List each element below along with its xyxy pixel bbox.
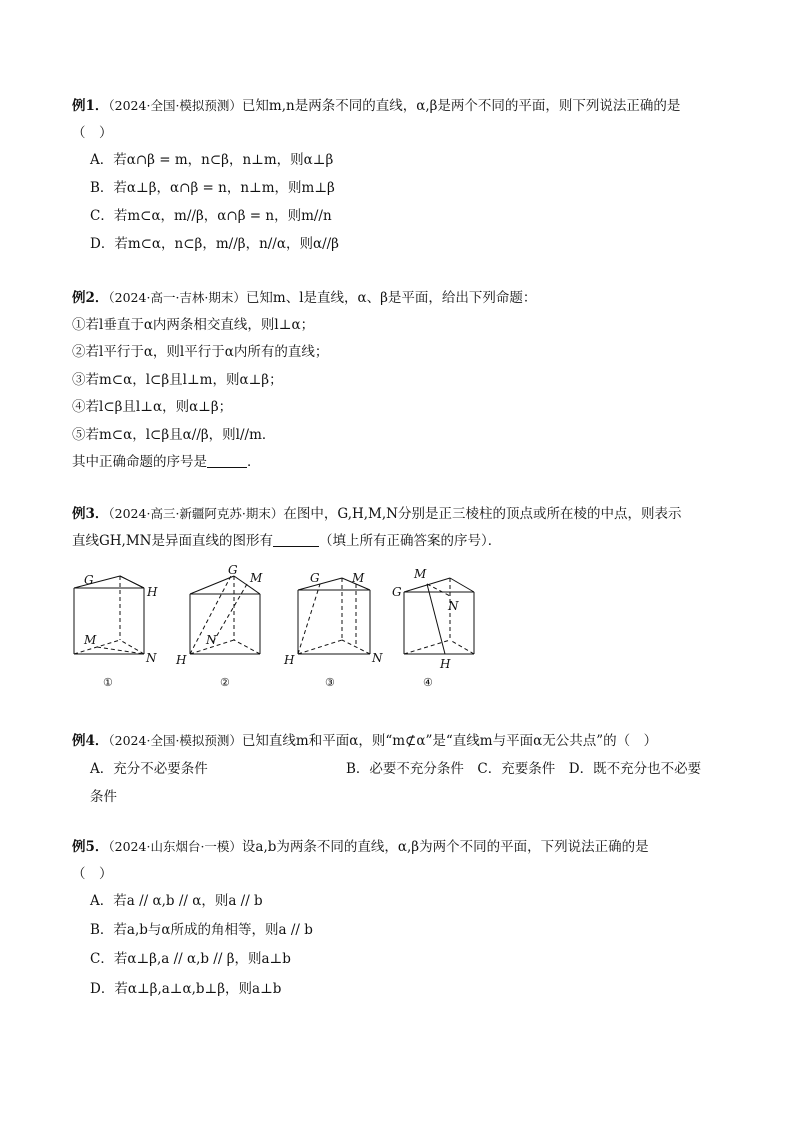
fig1-label-n: N <box>146 651 157 665</box>
fig3-label-m: M <box>352 571 365 585</box>
fig4-label-g: G <box>392 585 402 599</box>
fig3-label-h: H <box>284 653 295 667</box>
ex3-stem-1: 在图中，G,H,M,N分别是正三棱柱的顶点或所在棱的中点，则表示 <box>283 506 682 522</box>
ex2-item-2: ②若l平行于α，则l平行于α内所有的直线； <box>72 344 329 360</box>
fig1-number: ① <box>103 676 113 689</box>
fig2-label-g: G <box>228 563 238 577</box>
fig4-label-h: H <box>440 657 451 671</box>
ex3-stem-line-1 <box>72 505 681 523</box>
fig3-label-g: G <box>310 571 320 585</box>
ex2-label: 例2． <box>72 290 109 306</box>
ex2-item-3: ③若m⊂α，l⊂β且l⊥m，则α⊥β； <box>72 372 283 388</box>
ex1-option-c: C．若m⊂α，m//β，α∩β = n，则m//n <box>90 208 332 224</box>
ex1-stem: 已知m,n是两条不同的直线，α,β是两个不同的平面，则下列说法正确的是 <box>241 98 681 114</box>
ex2-item-5: ⑤若m⊂α，l⊂β且α//β，则l//m． <box>72 427 276 443</box>
ex4-stem: 已知直线m和平面α，则“m⊄α”是“直线m与平面α无公共点”的（ ） <box>241 733 658 749</box>
ex4-source: （2024·全国·模拟预测） <box>108 733 242 748</box>
prism-figure-1 <box>62 562 162 692</box>
ex4-option-a: A．充分不必要条件 <box>90 761 208 777</box>
ex2-stem-line <box>72 289 536 307</box>
fig3-label-n: N <box>372 651 383 665</box>
ex3-stem-2a: 直线GH,MN是异面直线的图形有 <box>72 533 273 549</box>
fig2-label-n: N <box>206 633 217 647</box>
prism-figure-3 <box>284 562 384 692</box>
fig2-number: ② <box>220 676 230 689</box>
ex5-source: （2024·山东烟台·一模） <box>108 839 242 854</box>
fig4-number: ④ <box>423 676 433 689</box>
prism-figure-4 <box>392 562 492 692</box>
ex5-paren: （ ） <box>72 866 113 882</box>
ex1-stem-line <box>72 97 680 115</box>
ex1-option-b: B．若α⊥β，α∩β = n，n⊥m，则m⊥β <box>90 180 335 196</box>
ex2-stem: 已知m、l是直线，α、β是平面，给出下列命题： <box>245 290 537 306</box>
fig2-label-h: H <box>176 653 187 667</box>
fig1-label-m: M <box>84 633 97 647</box>
ex3-stem-line-2 <box>72 532 501 550</box>
ex1-option-a: A．若α∩β = m，n⊂β，n⊥m，则α⊥β <box>90 152 334 168</box>
ex1-source: （2024·全国·模拟预测） <box>108 98 242 113</box>
fig1-label-g: G <box>84 573 94 587</box>
ex5-option-b: B．若a,b与α所成的角相等，则a // b <box>90 922 313 938</box>
ex5-label: 例5． <box>72 839 109 855</box>
ex5-option-d: D．若α⊥β,a⊥α,b⊥β，则a⊥b <box>90 981 282 997</box>
ex2-source: （2024·高一·吉林·期末） <box>108 290 246 305</box>
ex5-stem-line <box>72 838 649 856</box>
ex3-figures <box>62 562 482 692</box>
ex2-question-line <box>72 453 261 471</box>
ex3-label: 例3． <box>72 506 109 522</box>
ex3-stem-2b: （填上所有正确答案的序号）． <box>318 533 502 549</box>
ex5-stem: 设a,b为两条不同的直线，α,β为两个不同的平面，下列说法正确的是 <box>241 839 649 855</box>
fig4-label-m: M <box>414 567 427 581</box>
ex4-option-d-cont: 条件 <box>90 789 117 805</box>
ex3-answer-blank[interactable] <box>273 532 319 547</box>
ex2-end: ． <box>247 454 261 470</box>
ex5-option-c: C．若α⊥β,a // α,b // β，则a⊥b <box>90 951 291 967</box>
ex5-option-a: A．若a // α,b // α，则a // b <box>90 893 263 909</box>
ex2-answer-blank[interactable] <box>207 453 247 468</box>
ex2-question: 其中正确命题的序号是 <box>72 454 207 470</box>
ex4-label: 例4． <box>72 733 109 749</box>
ex1-option-d: D．若m⊂α，n⊂β，m//β，n//α，则α//β <box>90 236 339 252</box>
ex1-label: 例1． <box>72 98 109 114</box>
fig2-label-m: M <box>250 571 263 585</box>
fig4-label-n: N <box>448 599 459 613</box>
ex4-stem-line <box>72 732 657 750</box>
ex2-item-4: ④若l⊂β且l⊥α，则α⊥β； <box>72 399 233 415</box>
ex3-source: （2024·高三·新疆阿克苏·期末） <box>108 506 284 521</box>
prism-figure-2 <box>174 562 284 692</box>
fig1-label-h: H <box>147 585 158 599</box>
ex2-item-1: ①若l垂直于α内两条相交直线，则l⊥α； <box>72 317 315 333</box>
ex4-options-bcd: B．必要不充分条件 C．充要条件 D．既不充分也不必要 <box>346 761 702 777</box>
ex1-paren: （ ） <box>72 125 113 141</box>
fig3-number: ③ <box>325 676 335 689</box>
